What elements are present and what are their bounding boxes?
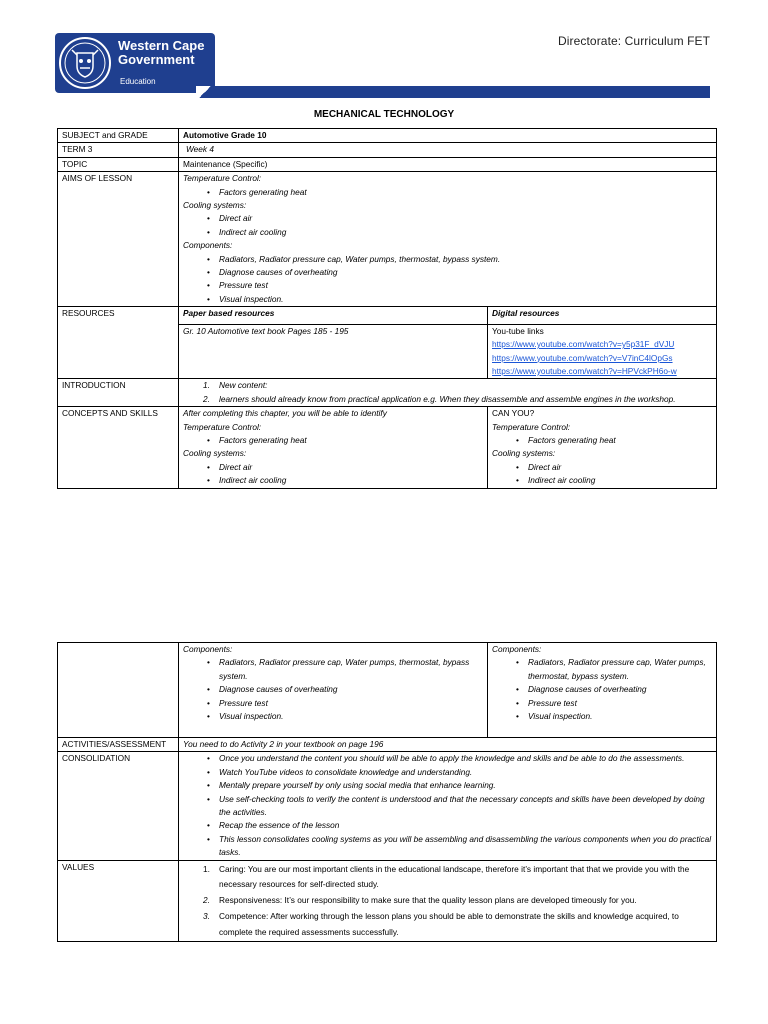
list-item: • Mentally prepare yourself by only using social media that enhance learning.	[219, 779, 712, 792]
table-row	[58, 379, 717, 407]
components-left	[179, 643, 488, 738]
row-label: INTRODUCTION	[58, 379, 179, 407]
list-item: • Once you understand the content you should will be able to apply the knowledge and skills and be able to do the assessments.	[219, 752, 712, 765]
table-row	[58, 738, 717, 752]
digital-resources-heading: Digital resources	[488, 307, 717, 324]
components-heading: Components:	[183, 644, 233, 654]
list-item: • Diagnose causes of overheating	[219, 683, 483, 696]
directorate-label: Directorate: Curriculum FET	[558, 34, 711, 48]
row-label: AIMS OF LESSON	[58, 172, 179, 307]
list-item: • Radiators, Radiator pressure cap, Water pumps, thermostat, bypass system.	[219, 656, 483, 683]
introduction-content	[179, 379, 717, 407]
topic-value: Maintenance (Specific)	[179, 157, 717, 171]
concepts-cool-heading: Cooling systems:	[492, 448, 556, 459]
list-item: • Direct air	[219, 212, 712, 225]
table-row	[58, 860, 717, 941]
logo-line-1: Western Cape	[118, 38, 205, 53]
list-item: 1. New content:	[203, 380, 268, 391]
concepts-temp-heading: Temperature Control:	[183, 421, 262, 432]
youtube-link-1[interactable]: https://www.youtube.com/watch?v=y5p31F_dVJU	[492, 339, 675, 350]
concepts-cool-heading: Cooling systems:	[183, 448, 247, 459]
row-label: RESOURCES	[58, 307, 179, 379]
list-item: 2. learners should already know from practical application e.g. When they disassemble and assemble engines in the workshop.	[203, 393, 676, 404]
lesson-plan-table-continued	[57, 642, 717, 942]
row-label: TERM 3	[58, 143, 179, 157]
aims-cool-heading: Cooling systems:	[183, 200, 247, 211]
list-item: • Radiators, Radiator pressure cap, Water pumps, thermostat, bypass system.	[528, 656, 712, 683]
document-title: MECHANICAL TECHNOLOGY	[313, 109, 455, 120]
row-label: CONSOLIDATION	[58, 752, 179, 860]
list-item: • Radiators, Radiator pressure cap, Water pumps, thermostat, bypass system.	[219, 253, 712, 266]
concepts-temp-heading: Temperature Control:	[492, 421, 571, 432]
list-item: • Visual inspection.	[219, 710, 483, 723]
paper-resources-heading: Paper based resources	[179, 307, 488, 324]
table-row	[58, 172, 717, 307]
header-bar	[196, 86, 710, 98]
consolidation-content	[179, 752, 717, 860]
list-item: • Factors generating heat	[528, 434, 712, 447]
table-row	[58, 129, 717, 143]
list-item: • Factors generating heat	[219, 186, 712, 199]
table-row	[58, 407, 717, 488]
list-item: • This lesson consolidates cooling systems as you will be assembling and disassembling the various components when you do practical tasks.	[219, 833, 712, 860]
concepts-left	[179, 407, 488, 488]
list-item: • Use self-checking tools to verify the content is understood and that the necessary concepts and skills have been developed by doing the activities.	[219, 793, 712, 820]
list-item: • Recap the essence of the lesson	[219, 819, 712, 832]
aims-comp-heading: Components:	[183, 240, 233, 251]
row-label: ACTIVITIES/ASSESSMENT	[58, 738, 179, 752]
list-item: • Pressure test	[528, 697, 712, 710]
row-label: SUBJECT and GRADE	[58, 129, 179, 143]
list-item: • Indirect air cooling	[219, 474, 483, 487]
list-item: • Indirect air cooling	[219, 226, 712, 239]
table-row	[58, 752, 717, 860]
aims-content	[179, 172, 717, 307]
table-row	[58, 643, 717, 738]
concepts-right	[488, 407, 717, 488]
can-you-label: CAN YOU?	[492, 408, 535, 419]
list-item: • Pressure test	[219, 697, 483, 710]
components-right	[488, 643, 717, 738]
list-item: 2. Responsiveness: It’s our responsibility to make sure that the quality lesson plans are developed timeously for you.	[203, 895, 637, 906]
list-item: • Visual inspection.	[528, 710, 712, 723]
table-row	[58, 157, 717, 171]
list-item: • Direct air	[219, 461, 483, 474]
values-content	[179, 860, 717, 941]
logo-line-2: Government	[118, 52, 195, 67]
list-item: • Diagnose causes of overheating	[219, 266, 712, 279]
list-item: • Indirect air cooling	[528, 474, 712, 487]
aims-temp-heading: Temperature Control:	[183, 173, 262, 184]
paper-resource-item: Gr. 10 Automotive text book Pages 185 - 195	[179, 324, 488, 379]
activities-text: You need to do Activity 2 in your textbook on page 196	[179, 738, 717, 752]
subject-value: Automotive Grade 10	[179, 129, 717, 143]
term-value: Week 4	[179, 143, 717, 157]
list-item: 1. Caring: You are our most important clients in the educational landscape, therefore it’s important that that we provide you with the necessary resources for self-directed study.	[203, 863, 690, 890]
digital-resource-links	[488, 324, 717, 379]
concepts-intro: After completing this chapter, you will be able to identify	[183, 408, 387, 419]
table-row	[58, 307, 717, 324]
lesson-plan-table	[57, 128, 717, 489]
youtube-label: You-tube links	[492, 325, 544, 336]
coat-of-arms-icon	[58, 36, 112, 90]
list-item: • Diagnose causes of overheating	[528, 683, 712, 696]
list-item: • Watch YouTube videos to consolidate knowledge and understanding.	[219, 766, 712, 779]
components-heading: Components:	[492, 644, 542, 654]
row-label: VALUES	[58, 860, 179, 941]
logo-line-3: Education	[120, 77, 156, 86]
youtube-link-3[interactable]: https://www.youtube.com/watch?v=HPVckPH6o-w	[492, 365, 677, 376]
youtube-link-2[interactable]: https://www.youtube.com/watch?v=V7inC4lOpGs	[492, 352, 673, 363]
list-item: 3. Competence: After working through the lesson plans you should be able to demonstrate the skills and knowledge acquired, to complete the required assessments successfully.	[203, 911, 679, 937]
row-label: CONCEPTS AND SKILLS	[58, 407, 179, 488]
list-item: • Direct air	[528, 461, 712, 474]
row-label	[58, 643, 179, 738]
list-item: • Pressure test	[219, 279, 712, 292]
table-row	[58, 143, 717, 157]
list-item: • Factors generating heat	[219, 434, 483, 447]
list-item: • Visual inspection.	[219, 293, 712, 306]
row-label: TOPIC	[58, 157, 179, 171]
